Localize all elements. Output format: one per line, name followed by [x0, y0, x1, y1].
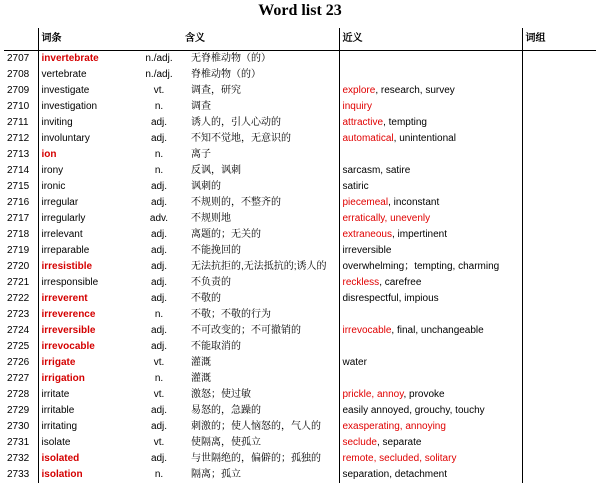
- row-meaning: 不能挽回的: [191, 245, 241, 256]
- row-meaning: 脊椎动物（的）: [191, 69, 261, 80]
- table-row: [4, 243, 596, 259]
- row-synonyms: [339, 371, 522, 387]
- row-number: 2718: [7, 229, 30, 240]
- row-synonyms: [339, 163, 522, 179]
- row-number: 2719: [7, 245, 30, 256]
- row-group: [522, 307, 596, 323]
- table-row: [4, 259, 596, 275]
- synonym-text: , carefree: [379, 277, 422, 288]
- row-group: [522, 435, 596, 451]
- row-group: [522, 339, 596, 355]
- row-meaning: 调查，研究: [191, 85, 241, 96]
- table-row: [4, 67, 596, 83]
- row-meaning: 离题的；无关的: [191, 229, 261, 240]
- synonym-highlight: erratically, unevenly: [342, 213, 431, 224]
- row-synonyms: [339, 275, 522, 291]
- table-row: [4, 147, 596, 163]
- row-group: [522, 99, 596, 115]
- synonym-highlight: explore: [342, 85, 376, 96]
- row-meaning: 不知不觉地，无意识的: [191, 133, 291, 144]
- row-word: isolation: [38, 467, 133, 483]
- row-number: 2728: [7, 389, 30, 400]
- row-meaning: 使隔离，使孤立: [191, 437, 261, 448]
- table-row: [4, 179, 596, 195]
- row-synonyms: [339, 259, 522, 275]
- row-pos: adj.: [150, 181, 168, 192]
- synonym-highlight: attractive: [342, 117, 384, 128]
- row-meaning: 调查: [191, 101, 211, 112]
- synonym-highlight: extraneous: [342, 229, 392, 240]
- page-title: Word list 23: [258, 2, 342, 19]
- row-group: [522, 275, 596, 291]
- row-pos: vt.: [153, 389, 165, 400]
- synonym-text: , tempting: [383, 117, 427, 128]
- row-number: 2707: [7, 53, 30, 64]
- row-word: isolated: [38, 451, 133, 467]
- table-row: [4, 339, 596, 355]
- row-number: 2729: [7, 405, 30, 416]
- row-meaning: 灌溉: [191, 357, 211, 368]
- synonym-text: satiric: [342, 181, 369, 192]
- row-pos: adj.: [150, 229, 168, 240]
- table-row: [4, 451, 596, 467]
- header-synonym: 近义: [339, 28, 522, 51]
- synonym-text: overwhelming；tempting, charming: [342, 261, 500, 272]
- table-row: [4, 307, 596, 323]
- row-synonyms: [339, 211, 522, 227]
- synonym-text: sarcasm, satire: [342, 165, 411, 176]
- row-synonyms: [339, 179, 522, 195]
- row-pos: n.: [154, 469, 164, 480]
- row-number: 2726: [7, 357, 30, 368]
- header-word: 词条: [38, 28, 133, 51]
- row-number: 2730: [7, 421, 30, 432]
- table-row: [4, 435, 596, 451]
- row-word: irony: [38, 163, 133, 179]
- row-word: ion: [38, 147, 133, 163]
- row-word: irrelevant: [38, 227, 133, 243]
- row-number: 2731: [7, 437, 30, 448]
- row-group: [522, 179, 596, 195]
- row-word: irregularly: [38, 211, 133, 227]
- row-word: investigation: [38, 99, 133, 115]
- row-pos: vt.: [153, 85, 165, 96]
- row-group: [522, 227, 596, 243]
- row-pos: vt.: [153, 437, 165, 448]
- row-word: ironic: [38, 179, 133, 195]
- row-pos: adj.: [150, 197, 168, 208]
- row-word: irreverent: [38, 291, 133, 307]
- row-synonyms: [339, 99, 522, 115]
- row-word: irreversible: [38, 323, 133, 339]
- row-synonyms: [339, 115, 522, 131]
- table-row: [4, 467, 596, 483]
- table-row: [4, 83, 596, 99]
- row-pos: adj.: [150, 133, 168, 144]
- row-group: [522, 51, 596, 68]
- row-synonyms: [339, 67, 522, 83]
- row-number: 2720: [7, 261, 30, 272]
- row-meaning: 灌溉: [191, 373, 211, 384]
- synonym-highlight: prickle, annoy: [342, 389, 404, 400]
- table-row: [4, 115, 596, 131]
- row-synonyms: [339, 147, 522, 163]
- row-word: irreverence: [38, 307, 133, 323]
- row-meaning: 不规则的，不整齐的: [191, 197, 281, 208]
- table-row: [4, 195, 596, 211]
- row-group: [522, 387, 596, 403]
- word-table: [4, 28, 596, 483]
- row-synonyms: [339, 131, 522, 147]
- table-row: [4, 163, 596, 179]
- synonym-highlight: irrevocable: [342, 325, 392, 336]
- table-row: [4, 99, 596, 115]
- synonym-highlight: exasperating, annoying: [342, 421, 446, 432]
- row-group: [522, 131, 596, 147]
- row-synonyms: [339, 51, 522, 68]
- row-pos: adj.: [150, 453, 168, 464]
- row-group: [522, 259, 596, 275]
- row-group: [522, 67, 596, 83]
- row-pos: adj.: [150, 421, 168, 432]
- synonym-text: , research, survey: [375, 85, 455, 96]
- row-pos: adv.: [149, 213, 169, 224]
- row-number: 2716: [7, 197, 30, 208]
- row-group: [522, 147, 596, 163]
- row-pos: vt.: [153, 357, 165, 368]
- synonym-text: water: [342, 357, 367, 368]
- row-meaning: 与世隔绝的，偏僻的；孤独的: [191, 453, 321, 464]
- table-row: [4, 371, 596, 387]
- synonym-text: irreversible: [342, 245, 392, 256]
- row-synonyms: [339, 83, 522, 99]
- synonym-highlight: remote, secluded, solitary: [342, 453, 457, 464]
- row-group: [522, 355, 596, 371]
- synonym-text: easily annoyed, grouchy, touchy: [342, 405, 485, 416]
- synonym-highlight: inquiry: [342, 101, 372, 112]
- row-word: irrevocable: [38, 339, 133, 355]
- row-group: [522, 467, 596, 483]
- row-synonyms: [339, 195, 522, 211]
- table-row: [4, 387, 596, 403]
- row-number: 2723: [7, 309, 30, 320]
- row-meaning: 讽刺的: [191, 181, 221, 192]
- row-meaning: 离子: [191, 149, 211, 160]
- synonym-text: , final, unchangeable: [391, 325, 484, 336]
- row-number: 2712: [7, 133, 30, 144]
- row-group: [522, 243, 596, 259]
- synonym-highlight: automatical: [342, 133, 394, 144]
- row-meaning: 不能取消的: [191, 341, 241, 352]
- header-num: [4, 28, 38, 51]
- row-meaning: 刺激的；使人恼怒的，气人的: [191, 421, 321, 432]
- row-synonyms: [339, 227, 522, 243]
- row-number: 2722: [7, 293, 30, 304]
- row-group: [522, 211, 596, 227]
- row-number: 2721: [7, 277, 30, 288]
- row-number: 2727: [7, 373, 30, 384]
- row-word: inviting: [38, 115, 133, 131]
- synonym-highlight: piecemeal: [342, 197, 389, 208]
- row-number: 2714: [7, 165, 30, 176]
- synonym-text: separation, detachment: [342, 469, 448, 480]
- row-word: involuntary: [38, 131, 133, 147]
- row-group: [522, 115, 596, 131]
- synonym-highlight: seclude: [342, 437, 377, 448]
- row-pos: n.: [154, 309, 164, 320]
- row-number: 2715: [7, 181, 30, 192]
- table-row: [4, 419, 596, 435]
- row-meaning: 诱人的，引人心动的: [191, 117, 281, 128]
- table-row: [4, 131, 596, 147]
- row-group: [522, 83, 596, 99]
- header-group: 词组: [522, 28, 596, 51]
- table-row: [4, 403, 596, 419]
- synonym-text: disrespectful, impious: [342, 293, 439, 304]
- row-meaning: 不负责的: [191, 277, 231, 288]
- row-word: vertebrate: [38, 67, 133, 83]
- row-group: [522, 419, 596, 435]
- row-number: 2708: [7, 69, 30, 80]
- row-word: irrigation: [38, 371, 133, 387]
- row-pos: adj.: [150, 405, 168, 416]
- row-synonyms: [339, 307, 522, 323]
- row-pos: adj.: [150, 325, 168, 336]
- table-header-row: [4, 28, 596, 51]
- row-group: [522, 163, 596, 179]
- row-pos: n.: [154, 165, 164, 176]
- row-word: irritating: [38, 419, 133, 435]
- synonym-text: , provoke: [403, 389, 445, 400]
- row-pos: n.: [154, 101, 164, 112]
- row-group: [522, 371, 596, 387]
- table-row: [4, 275, 596, 291]
- row-number: 2711: [7, 117, 29, 128]
- synonym-text: , separate: [376, 437, 422, 448]
- table-row: [4, 51, 596, 68]
- row-pos: n./adj.: [145, 53, 173, 64]
- row-synonyms: [339, 419, 522, 435]
- row-meaning: 易怒的，急躁的: [191, 405, 261, 416]
- row-synonyms: [339, 323, 522, 339]
- row-pos: adj.: [150, 261, 168, 272]
- row-number: 2709: [7, 85, 30, 96]
- synonym-highlight: reckless: [342, 277, 380, 288]
- row-pos: n.: [154, 373, 164, 384]
- row-synonyms: [339, 243, 522, 259]
- header-meaning: 含义: [185, 28, 339, 51]
- table-row: [4, 291, 596, 307]
- row-meaning: 无脊椎动物（的）: [191, 53, 271, 64]
- row-pos: adj.: [150, 117, 168, 128]
- row-number: 2725: [7, 341, 30, 352]
- synonym-text: , impertinent: [391, 229, 448, 240]
- row-word: irrigate: [38, 355, 133, 371]
- row-group: [522, 403, 596, 419]
- synonym-text: , unintentional: [393, 133, 456, 144]
- table-row: [4, 323, 596, 339]
- header-pos: [133, 28, 185, 51]
- table-row: [4, 355, 596, 371]
- synonym-text: , inconstant: [388, 197, 440, 208]
- row-meaning: 无法抗拒的,无法抵抗的;诱人的: [191, 261, 327, 272]
- row-number: 2710: [7, 101, 30, 112]
- row-group: [522, 195, 596, 211]
- row-meaning: 不敬的: [191, 293, 221, 304]
- row-group: [522, 323, 596, 339]
- row-synonyms: [339, 451, 522, 467]
- row-word: isolate: [38, 435, 133, 451]
- row-number: 2713: [7, 149, 30, 160]
- row-pos: n.: [154, 149, 164, 160]
- row-word: irresistible: [38, 259, 133, 275]
- table-row: [4, 227, 596, 243]
- row-pos: adj.: [150, 341, 168, 352]
- row-number: 2717: [7, 213, 30, 224]
- row-synonyms: [339, 291, 522, 307]
- row-word: irritable: [38, 403, 133, 419]
- row-meaning: 激怒；使过敏: [191, 389, 251, 400]
- row-meaning: 不可改变的；不可撤销的: [191, 325, 301, 336]
- row-synonyms: [339, 339, 522, 355]
- row-meaning: 隔离；孤立: [191, 469, 241, 480]
- table-row: [4, 211, 596, 227]
- row-pos: adj.: [150, 277, 168, 288]
- row-word: investigate: [38, 83, 133, 99]
- row-synonyms: [339, 355, 522, 371]
- row-word: irregular: [38, 195, 133, 211]
- row-word: invertebrate: [38, 51, 133, 68]
- row-pos: adj.: [150, 245, 168, 256]
- row-number: 2733: [7, 469, 30, 480]
- row-synonyms: [339, 467, 522, 483]
- row-meaning: 反讽，讽刺: [191, 165, 241, 176]
- row-pos: n./adj.: [145, 69, 173, 80]
- row-number: 2724: [7, 325, 30, 336]
- row-word: irresponsible: [38, 275, 133, 291]
- row-synonyms: [339, 435, 522, 451]
- row-meaning: 不规则地: [191, 213, 231, 224]
- row-word: irritate: [38, 387, 133, 403]
- row-pos: adj.: [150, 293, 168, 304]
- row-group: [522, 451, 596, 467]
- row-synonyms: [339, 387, 522, 403]
- row-synonyms: [339, 403, 522, 419]
- row-group: [522, 291, 596, 307]
- row-number: 2732: [7, 453, 30, 464]
- row-word: irreparable: [38, 243, 133, 259]
- row-meaning: 不敬；不敬的行为: [191, 309, 271, 320]
